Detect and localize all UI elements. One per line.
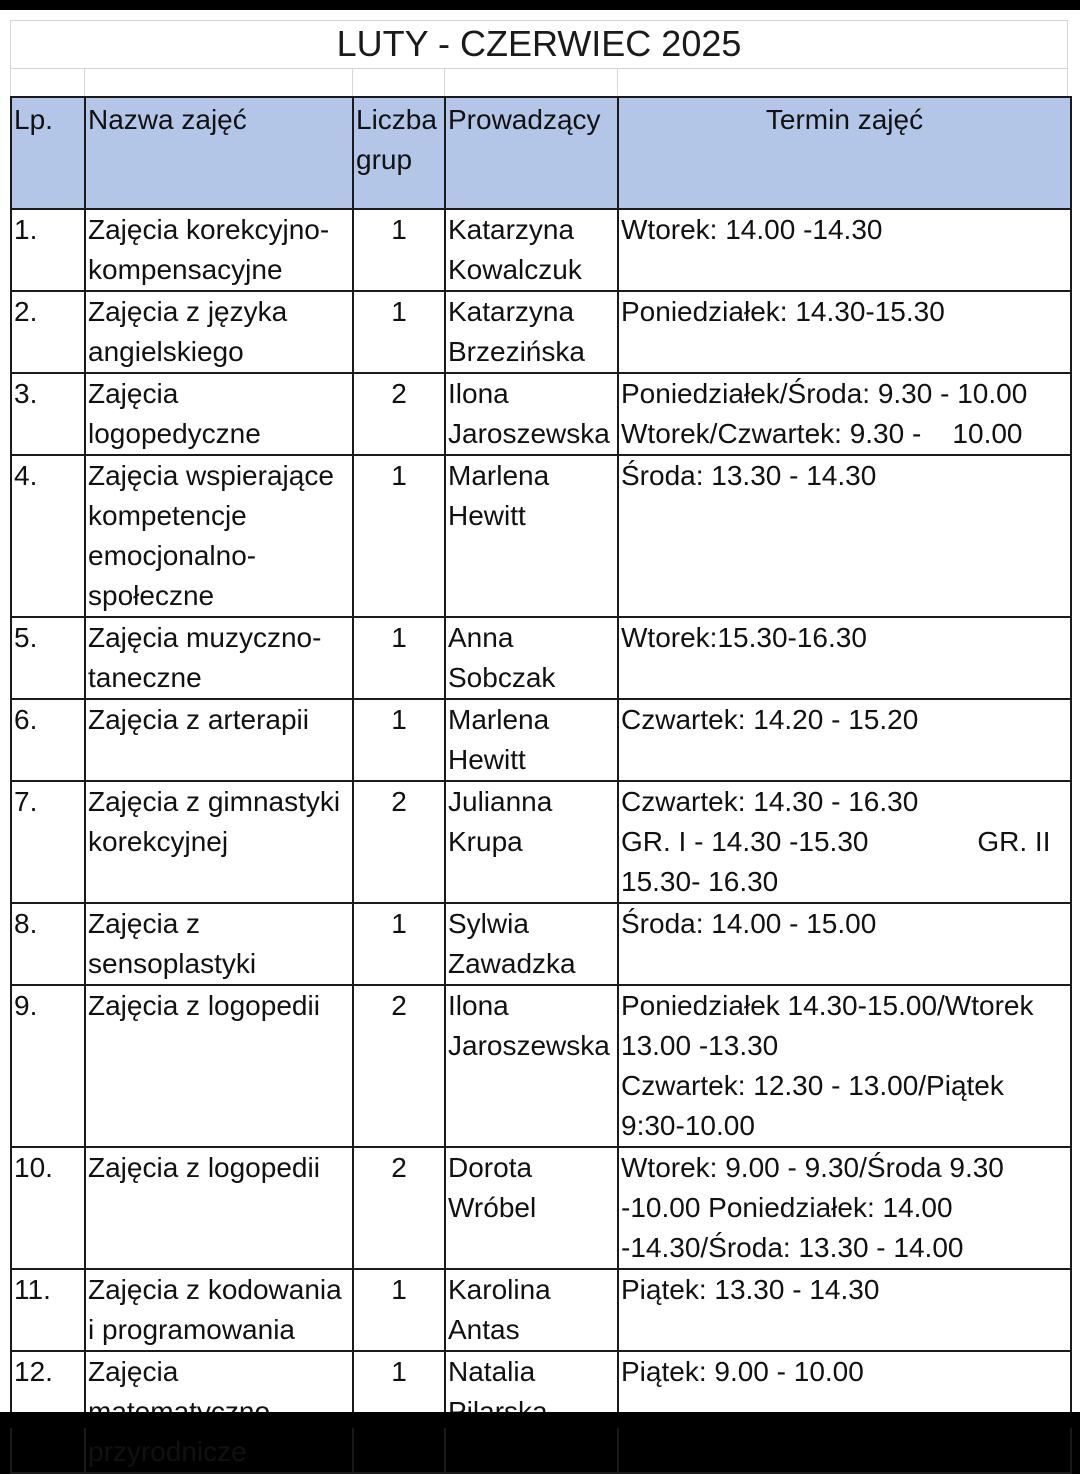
class-name-line: Zajęcia z gimnastyki: [88, 786, 341, 817]
cell-term: [618, 291, 1071, 373]
class-name-line: korekcyjnej: [88, 826, 229, 857]
header-teacher: Prowadzący: [445, 97, 618, 209]
term-line: Poniedziałek/Środa: 9.30 - 10.00: [621, 378, 1028, 409]
term-line: -10.00 Poniedziałek: 14.00: [621, 1192, 953, 1223]
teacher-name-line: Anna: [448, 622, 514, 653]
cell-groups: 1: [353, 1351, 445, 1473]
class-name-line: Zajęcia z logopedii: [88, 990, 320, 1021]
class-name-line: Zajęcia muzyczno-: [88, 622, 322, 653]
header-term: Termin zajęć: [618, 97, 1071, 209]
term-line: Czwartek: 14.20 - 15.20: [621, 704, 919, 735]
term-line: GR. I - 14.30 -15.30 GR. II: [621, 826, 1051, 857]
table-row: [11, 699, 1071, 781]
teacher-name-line: Marlena: [448, 704, 550, 735]
cell-groups: 2: [353, 373, 445, 455]
cell-lp: 10.: [11, 1147, 85, 1269]
cell-term: [618, 373, 1071, 455]
cell-name: [85, 455, 353, 617]
teacher-name-line: Jaroszewska: [448, 418, 610, 449]
term-line: 15.30- 16.30: [621, 866, 779, 897]
term-line: Wtorek:15.30-16.30: [621, 622, 867, 653]
teacher-name-line: Sylwia: [448, 908, 529, 939]
grid-line: [444, 68, 445, 96]
page-title: LUTY - CZERWIEC 2025: [336, 23, 742, 64]
cell-term: [618, 903, 1071, 985]
cell-teacher: [445, 291, 618, 373]
class-name-line: i programowania: [88, 1314, 295, 1345]
table-row: [11, 617, 1071, 699]
term-line: Piątek: 13.30 - 14.30: [621, 1274, 880, 1305]
teacher-name-line: Ilona: [448, 990, 509, 1021]
term-line: Środa: 14.00 - 15.00: [621, 908, 877, 939]
spreadsheet-page: [0, 10, 1080, 1467]
term-line: 13.00 -13.30: [621, 1030, 779, 1061]
cell-groups: 2: [353, 1147, 445, 1269]
cell-term: [618, 455, 1071, 617]
cell-teacher: [445, 699, 618, 781]
term-line: Piątek: 9.00 - 10.00: [621, 1356, 864, 1387]
cell-lp: 4.: [11, 455, 85, 617]
teacher-name-line: Katarzyna: [448, 214, 575, 245]
cell-teacher: [445, 209, 618, 291]
term-line: Wtorek/Czwartek: 9.30 - 10.00: [621, 418, 1023, 449]
cell-term: [618, 781, 1071, 903]
term-line: Czwartek: 14.30 - 16.30: [621, 786, 919, 817]
grid-line: [352, 68, 353, 96]
term-line: Środa: 13.30 - 14.30: [621, 460, 877, 491]
cell-groups: 1: [353, 291, 445, 373]
cell-name: [85, 1147, 353, 1269]
cell-lp: 3.: [11, 373, 85, 455]
table-row: [11, 1147, 1071, 1269]
header-row: [11, 97, 1071, 209]
table-row: [11, 985, 1071, 1147]
cell-name: [85, 291, 353, 373]
table-row: [11, 291, 1071, 373]
teacher-name-line: Katarzyna: [448, 296, 575, 327]
teacher-name-line: Julianna: [448, 786, 553, 817]
cell-groups: 1: [353, 209, 445, 291]
grid-line: [10, 68, 1068, 69]
teacher-name-line: Sobczak: [448, 662, 556, 693]
cell-lp: 2.: [11, 291, 85, 373]
teacher-name-line: Karolina: [448, 1274, 551, 1305]
cell-lp: 9.: [11, 985, 85, 1147]
term-line: Poniedziałek: 14.30-15.30: [621, 296, 945, 327]
teacher-name-line: Wróbel: [448, 1192, 537, 1223]
cell-name: [85, 903, 353, 985]
term-line: Czwartek: 12.30 - 13.00/Piątek: [621, 1070, 1004, 1101]
class-name-line: kompensacyjne: [88, 254, 283, 285]
class-name-line: społeczne: [88, 580, 215, 611]
class-name-line: Zajęcia wspierające: [88, 460, 334, 491]
header-groups-line2: grup: [356, 144, 413, 175]
teacher-name-line: Kowalczuk: [448, 254, 582, 285]
schedule-table: [10, 96, 1072, 1474]
header-groups: [353, 97, 445, 209]
term-line: Poniedziałek 14.30-15.00/Wtorek: [621, 990, 1034, 1021]
cell-name: [85, 373, 353, 455]
term-line: Wtorek: 14.00 -14.30: [621, 214, 883, 245]
table-row: [11, 1269, 1071, 1351]
teacher-name-line: Zawadzka: [448, 948, 576, 979]
class-name-line: Zajęcia z kodowania: [88, 1274, 342, 1305]
cell-name: [85, 209, 353, 291]
class-name-line: angielskiego: [88, 336, 244, 367]
class-name-line: Zajęcia z języka: [88, 296, 288, 327]
cell-groups: 1: [353, 699, 445, 781]
class-name-line: Zajęcia z: [88, 908, 201, 939]
cell-teacher: [445, 617, 618, 699]
grid-line: [84, 68, 85, 96]
cell-lp: 11.: [11, 1269, 85, 1351]
table-row: [11, 781, 1071, 903]
cell-name: [85, 781, 353, 903]
term-line: Wtorek: 9.00 - 9.30/Środa 9.30: [621, 1152, 1004, 1183]
cell-groups: 1: [353, 903, 445, 985]
class-name-line: kompetencje: [88, 500, 247, 531]
teacher-name-line: Brzezińska: [448, 336, 585, 367]
teacher-name-line: Krupa: [448, 826, 523, 857]
cell-term: [618, 617, 1071, 699]
teacher-name-line: Marlena: [448, 460, 550, 491]
teacher-name-line: Hewitt: [448, 500, 526, 531]
table-row: [11, 903, 1071, 985]
class-name-line: Zajęcia z logopedii: [88, 1152, 320, 1183]
cell-teacher: [445, 373, 618, 455]
cell-lp: 12.: [11, 1351, 85, 1473]
teacher-name-line: Dorota: [448, 1152, 533, 1183]
teacher-name-line: Hewitt: [448, 744, 526, 775]
cell-teacher: [445, 903, 618, 985]
cell-lp: 1.: [11, 209, 85, 291]
teacher-name-line: Jaroszewska: [448, 1030, 610, 1061]
class-name-line: Zajęcia: [88, 378, 179, 409]
cell-teacher: [445, 985, 618, 1147]
class-name-line: Zajęcia: [88, 1356, 179, 1387]
class-name-line: logopedyczne: [88, 418, 261, 449]
cell-lp: 8.: [11, 903, 85, 985]
teacher-name-line: Ilona: [448, 378, 509, 409]
cell-groups: 1: [353, 617, 445, 699]
table-row: [11, 373, 1071, 455]
cell-name: [85, 617, 353, 699]
cell-name: [85, 699, 353, 781]
header-lp: Lp.: [11, 97, 85, 209]
class-name-line: sensoplastyki: [88, 948, 257, 979]
class-name-line: emocjonalno-: [88, 540, 257, 571]
cell-term: [618, 985, 1071, 1147]
term-line: -14.30/Środa: 13.30 - 14.00: [621, 1232, 964, 1263]
class-name-line: Zajęcia z arterapii: [88, 704, 309, 735]
cell-name: [85, 985, 353, 1147]
class-name-line: przyrodnicze: [88, 1436, 247, 1467]
grid-line: [617, 68, 618, 96]
teacher-name-line: Antas: [448, 1314, 520, 1345]
term-line: 9:30-10.00: [621, 1110, 755, 1141]
table-row: [11, 209, 1071, 291]
cell-teacher: [445, 1147, 618, 1269]
class-name-line: taneczne: [88, 662, 202, 693]
cell-term: [618, 699, 1071, 781]
cell-name: [85, 1269, 353, 1351]
cell-lp: 6.: [11, 699, 85, 781]
teacher-name-line: Natalia: [448, 1356, 536, 1387]
cell-teacher: [445, 455, 618, 617]
class-name-line: Zajęcia korekcyjno-: [88, 214, 330, 245]
cell-groups: 2: [353, 985, 445, 1147]
cell-term: [618, 209, 1071, 291]
header-name: Nazwa zajęć: [85, 97, 353, 209]
cell-groups: 1: [353, 1269, 445, 1351]
bottom-bar: [0, 1412, 1080, 1428]
cell-teacher: [445, 781, 618, 903]
cell-term: [618, 1269, 1071, 1351]
header-groups-line1: Liczba: [356, 104, 437, 135]
table-row: [11, 455, 1071, 617]
cell-teacher: [445, 1269, 618, 1351]
cell-lp: 7.: [11, 781, 85, 903]
cell-groups: 2: [353, 781, 445, 903]
cell-lp: 5.: [11, 617, 85, 699]
cell-groups: 1: [353, 455, 445, 617]
cell-term: [618, 1147, 1071, 1269]
